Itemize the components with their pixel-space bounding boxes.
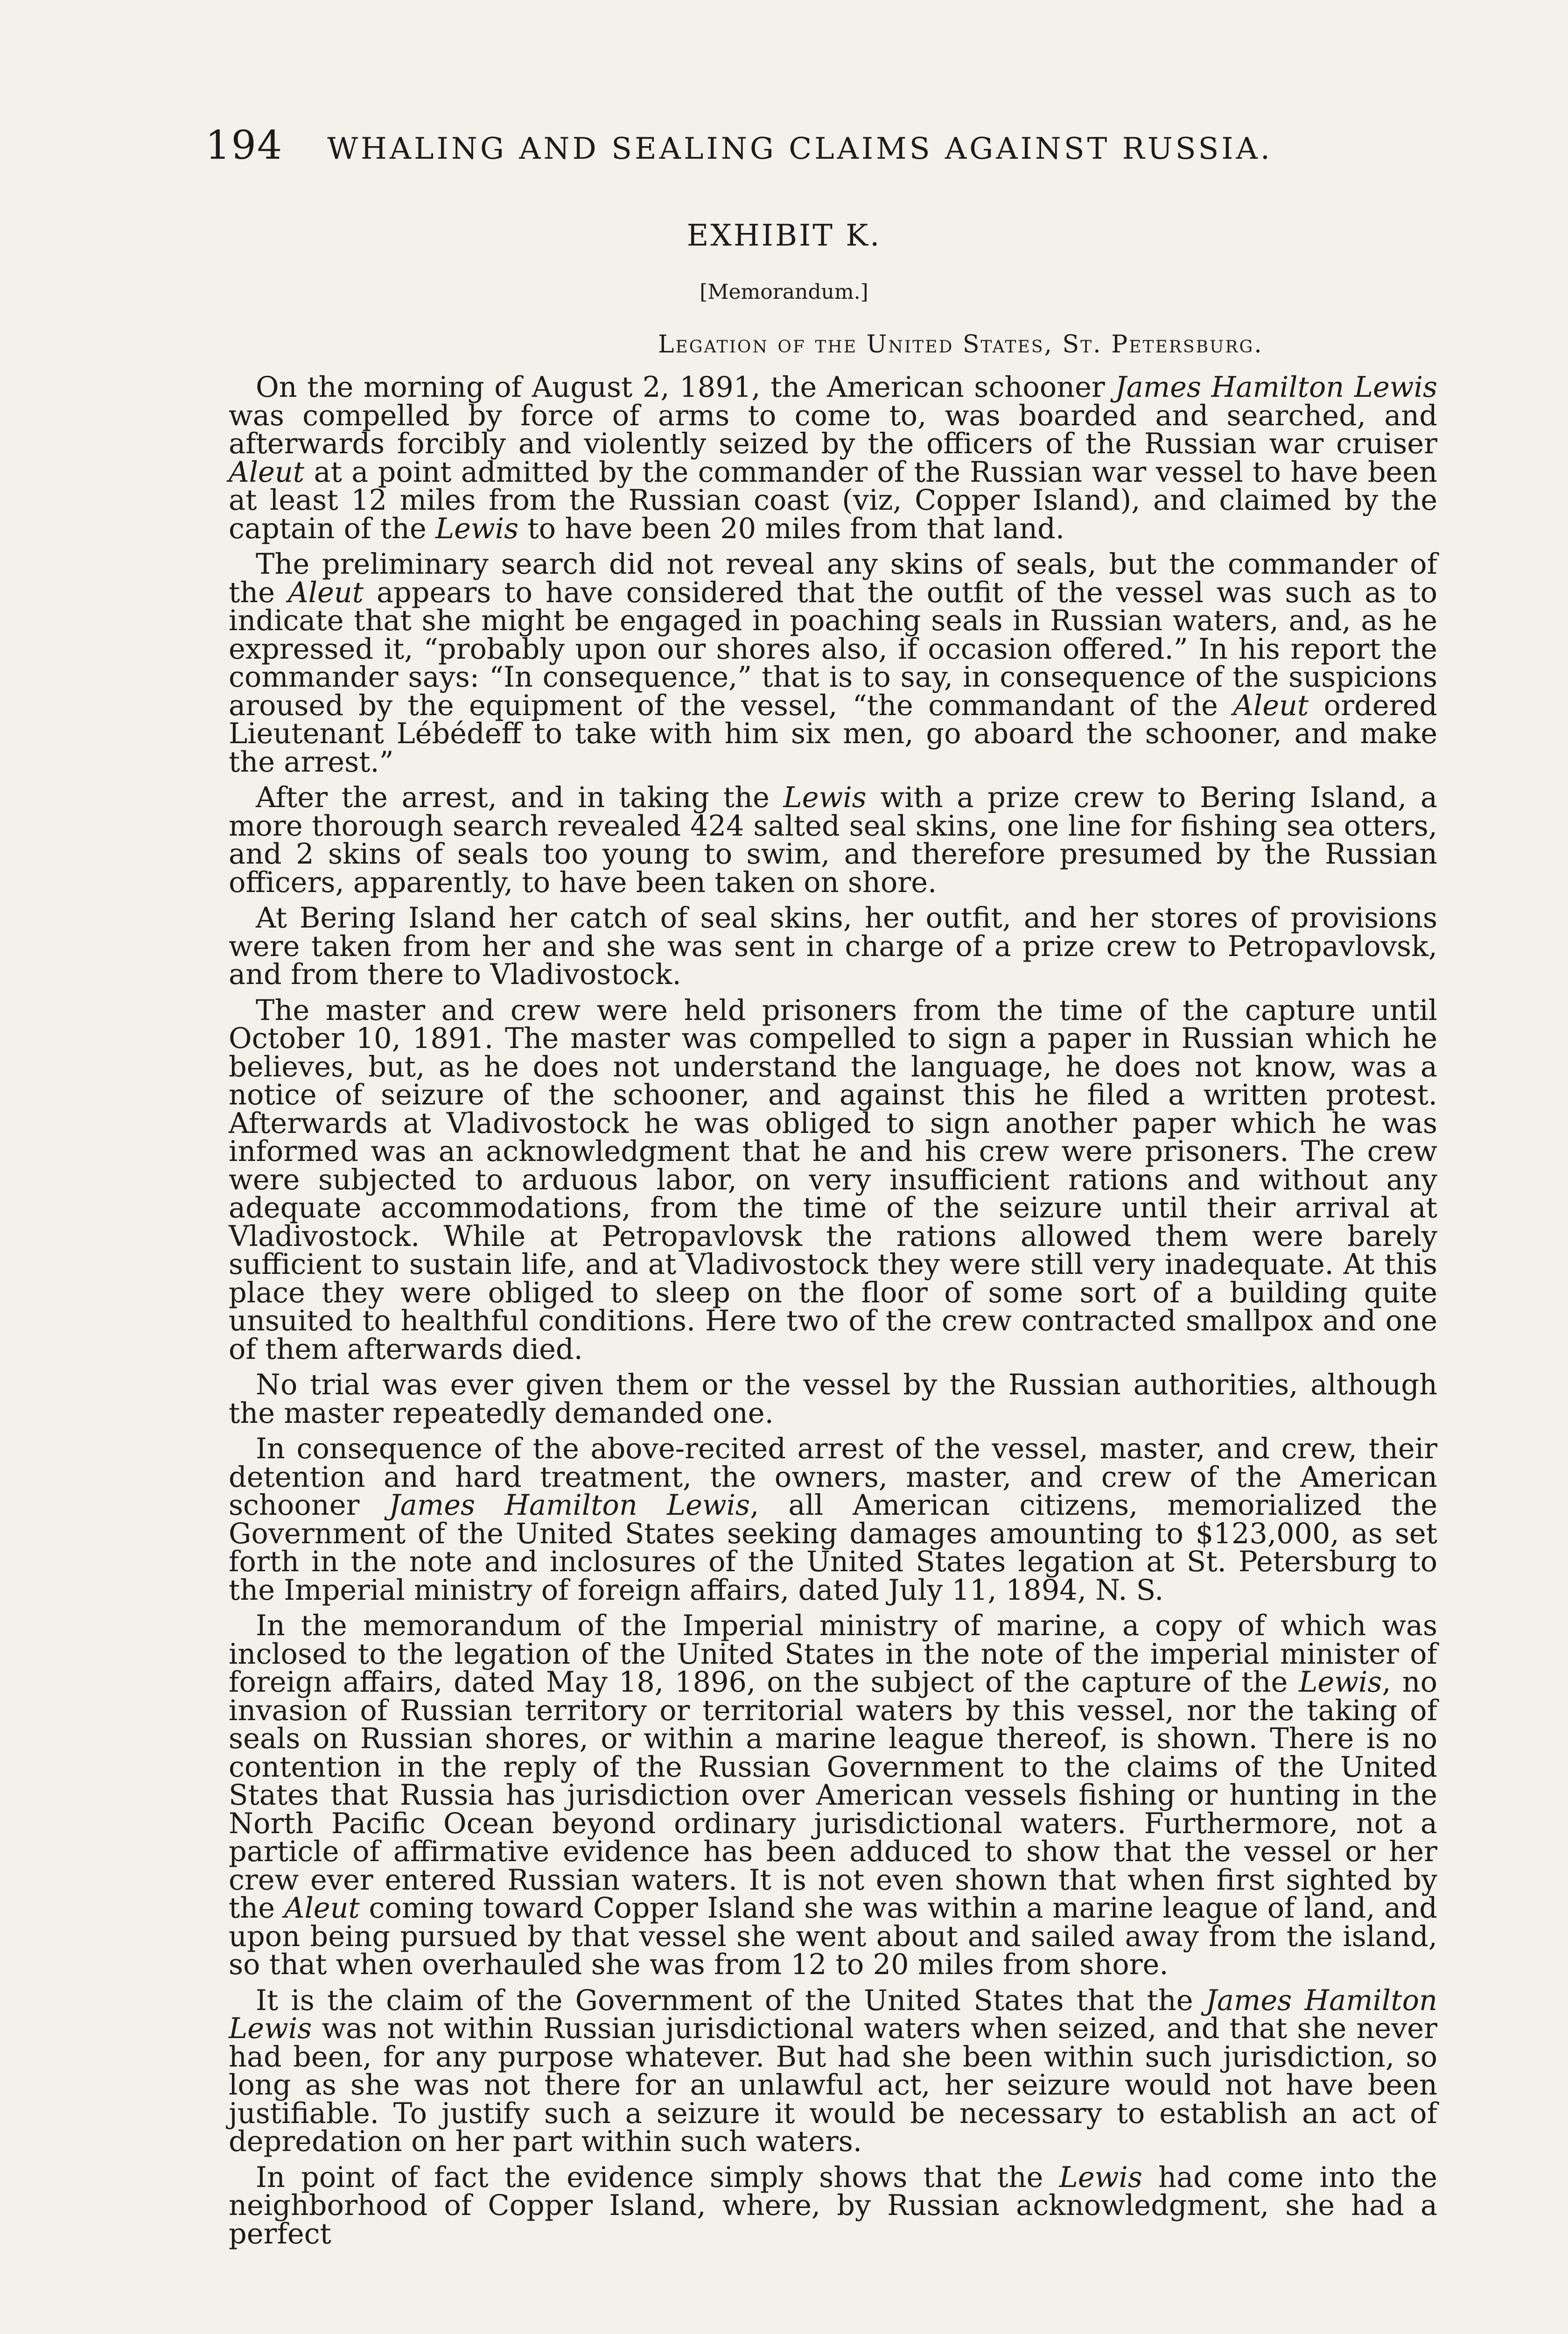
italic-run: Aleut: [1233, 689, 1309, 722]
text-run: On the morning of August 2, 1891, the American schooner: [256, 371, 1115, 404]
text-run: with a prize crew to Bering Island, a more thorough search revealed 424 salted seal skins, one line for fishing sea otters, and 2 skins of seals too young to swim, and therefore presumed by the Russian officers, apparently, to have been taken on shore.: [229, 781, 1437, 899]
text-run: The preliminary search did not reveal any skins of seals, but the commander of the: [229, 548, 1437, 609]
text-run: It is the claim of the Government of the United States that the: [256, 1984, 1206, 2017]
text-run: After the arrest, and in taking the: [256, 781, 784, 814]
paragraph: [229, 373, 1437, 543]
italic-run: James Hamilton Lewis: [1115, 371, 1437, 404]
memorandum-label: [Memorandum.]: [700, 280, 868, 304]
text-run: to have been 20 miles from that land.: [518, 512, 1065, 545]
paragraph: [229, 1612, 1437, 1979]
italic-run: Aleut: [229, 456, 305, 489]
italic-run: Lewis: [1299, 1666, 1382, 1699]
text-run: ordered Lieutenant Lébédeff to take with him six men, go aboard the schooner, and make the arrest.”: [229, 689, 1438, 779]
text-run: appears to have considered that the outfit of the vessel was such as to indicate that she might be engaged in poaching seals in Russian waters, and, as he expressed it, “probably upon our shores also, if occasion offered.” In his report the commander says: “In consequence,” that is to say, in consequence of the suspicions aroused by the equipment of the vessel, “the commandant of the: [229, 576, 1437, 722]
italic-run: Lewis: [783, 781, 867, 814]
text-run: at a point admitted by the commander of the Russian war vessel to have been at least 12 miles from the Russian coast (viz, Copper Island), and claimed by the captain of the: [229, 456, 1437, 545]
text-run: In point of fact the evidence simply shows that the: [256, 2161, 1059, 2194]
body-text: [229, 373, 1437, 2256]
paragraph: [229, 1984, 1437, 2158]
exhibit-title: EXHIBIT K.: [686, 218, 882, 253]
paragraph: [229, 904, 1437, 989]
paragraph: [229, 781, 1437, 899]
italic-run: Aleut: [287, 576, 364, 609]
paragraph: [229, 1369, 1437, 1430]
legation-line: Legation of the United States, St. Petersburg.: [658, 330, 1263, 359]
italic-run: James Hamilton Lewis: [229, 1984, 1437, 2045]
paragraph: [229, 994, 1437, 1366]
text-run: In consequence of the above-recited arrest of the vessel, master, and crew, their detention and hard treatment, the owners, master, and crew of the American schooner: [229, 1433, 1437, 1522]
running-title: WHALING AND SEALING CLAIMS AGAINST RUSSIA.: [327, 132, 1273, 166]
text-run: was compelled by force of arms to come to, was boarded and searched, and afterwards forcibly and violently seized by the officers of the Russian war cruiser: [229, 399, 1437, 460]
text-run: , all American citizens, memorialized the Government of the United States seeking damages amounting to $123,000, as set forth in the note and inclosures of the United States legation at St. Petersburg to the Imperial ministry of foreign affairs, dated July 11, 1894, N. S.: [229, 1489, 1437, 1607]
italic-run: Aleut: [284, 1892, 360, 1925]
italic-run: James Hamilton Lewis: [389, 1489, 750, 1522]
text-run: In the memorandum of the Imperial ministry of marine, a copy of which was inclosed to the legation of the United States in the note of the imperial minister of foreign affairs, dated May 18, 1896, on the subject of the capture of the: [229, 1610, 1437, 1699]
italic-run: Lewis: [435, 512, 519, 545]
paragraph: [229, 548, 1438, 779]
page-number: 194: [205, 122, 283, 168]
text-run: coming toward Copper Island she was within a marine league of land, and upon being pursued by that vessel she went about and sailed away from the island, so that when overhauled she was from 12 to 20 miles from shore.: [229, 1892, 1437, 1981]
paragraph: [229, 1433, 1437, 1607]
text-run: had come into the neighborhood of Copper Island, where, by Russian acknowledgment, she had a perfect: [229, 2161, 1437, 2250]
italic-run: Lewis: [1059, 2161, 1142, 2194]
text-run: No trial was ever given them or the vessel by the Russian authorities, although the master repeatedly demanded one.: [229, 1369, 1437, 1430]
text-run: was not within Russian jurisdictional waters when seized, and that she never had been, for any purpose whatever. But had she been within such jurisdiction, so long as she was not there for an unlawful act, her seizure would not have been justifiable. To justify such a seizure it would be necessary to establish an act of depredation on her part within such waters.: [229, 2012, 1437, 2158]
paragraph: [229, 2161, 1437, 2250]
running-header: [205, 122, 1363, 168]
text-run: The master and crew were held prisoners from the time of the capture until October 10, 1891. The master was compelled to sign a paper in Russian which he believes, but, as he does not understand the language, he does not know, was a notice of seizure of the schooner, and against this he filed a written protest. Afterwards at Vladivostock he was obliged to sign another paper which he was informed was an acknowledgment that he and his crew were prisoners. The crew were subjected to arduous labor, on very insufficient rations and without any adequate accommodations, from the time of the seizure until their arrival at Vladivostock. While at Petropavlovsk the rations allowed them were barely sufficient to sustain life, and at Vladivostock they were still very inadequate. At this place they were obliged to sleep on the floor of some sort of a building quite unsuited to healthful conditions. Here two of the crew contracted smallpox and one of them afterwards died.: [229, 994, 1437, 1366]
text-run: At Bering Island her catch of seal skins, her outfit, and her stores of provisions were taken from her and she was sent in charge of a prize crew to Petropavlovsk, and from there to Vladivostock.: [229, 902, 1437, 991]
text-run: , no invasion of Russian territory or territorial waters by this vessel, nor the taking of seals on Russian shores, or within a marine league thereof, is shown. There is no contention in the reply of the Russian Government to the claims of the United States that Russia has jurisdiction over American vessels fishing or hunting in the North Pacific Ocean beyond ordinary jurisdictional waters. Furthermore, not a particle of affirmative evidence has been adduced to show that the vessel or her crew ever entered Russian waters. It is not even shown that when first sighted by the: [229, 1666, 1437, 1925]
